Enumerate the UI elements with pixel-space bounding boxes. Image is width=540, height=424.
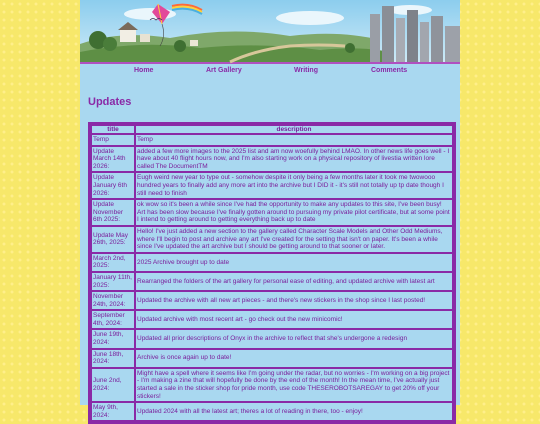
update-description-cell: Updated 2024 with all the latest art; theres a lot of reading in there, too - enjoy!: [136, 403, 452, 420]
column-header-description: description: [136, 126, 452, 133]
update-description-cell: ok wow so it's been a while since I've had the opportunity to make any updates to this site, I've been busy! Art has been slow because I've finally gotten around to pursuing my private pilot certificate, but at some point I intend to getting around to getting everything back up to date: [136, 200, 452, 225]
update-description-cell: Updated the archive with all new art pieces - and there's new stickers in the shop since I last posted!: [136, 292, 452, 309]
table-row: [92, 403, 452, 420]
update-title-cell: May 9th, 2024:: [92, 403, 134, 420]
nav-home-link[interactable]: Home: [134, 67, 154, 74]
update-title-cell: Temp: [92, 135, 134, 145]
updates-table-body: [92, 135, 452, 420]
table-row: [92, 350, 452, 367]
update-title-cell: June 2nd, 2024:: [92, 369, 134, 401]
updates-table-frame: [88, 122, 456, 424]
update-title-cell: Update May 26th, 2025:: [92, 227, 134, 252]
update-title-cell: Update March 14th 2026:: [92, 147, 134, 172]
table-header-row: [92, 126, 452, 133]
table-row: [92, 369, 452, 401]
site-banner: [80, 0, 460, 64]
table-row: [92, 227, 452, 252]
update-description-cell: Might have a spell where it seems like I'm going under the radar, but no worries - I'm working on a big project - I'm making a zine that will hopefully be done by the end of the month! In the mean time, I've actually just started a sale in the sticker shop for pride month, use code THESEROBOTSAREGAY to get 20% off your stickers!: [136, 369, 452, 401]
column-header-title: title: [92, 126, 134, 133]
table-row: [92, 330, 452, 347]
update-description-cell: Updated all prior descriptions of Onyx in the archive to reflect that she's undergone a redesign: [136, 330, 452, 347]
update-description-cell: Eugh weird new year to type out - somehow despite it only being a few months later it took me twowooo hundred years to finally add any more art into the archive but I DID it - it's still not totally up tp date though I still need to finish: [136, 173, 452, 198]
nav-comments-link[interactable]: Comments: [371, 67, 408, 74]
table-row: [92, 173, 452, 198]
update-title-cell: January 11th, 2025:: [92, 273, 134, 290]
update-title-cell: March 2nd, 2025:: [92, 254, 134, 271]
table-row: [92, 292, 452, 309]
update-description-cell: Temp: [136, 135, 452, 145]
update-description-cell: Hello! I've just added a new section to the gallery called Character Scale Models and Other Odd Mediums, where I'll begin to post and archive any art I've created for the setting that isn't on paper. It's been a while since I've updated the art archive but I should be getting around to that sooner or later.: [136, 227, 452, 252]
nav-art-gallery-link[interactable]: Art Gallery: [206, 67, 242, 74]
table-row: [92, 311, 452, 328]
update-description-cell: added a few more images to the 2025 list and am now woefully behind LMAO. In other news life goes well - I have about 40 flight hours now, and I'm also starting work on a physical repository of livestia written lore called The DocumentTM: [136, 147, 452, 172]
update-title-cell: June 19th, 2024:: [92, 330, 134, 347]
update-title-cell: September 4th, 2024:: [92, 311, 134, 328]
table-row: [92, 273, 452, 290]
table-row: [92, 200, 452, 225]
update-description-cell: Updated archive with most recent art - go check out the new minicomic!: [136, 311, 452, 328]
update-description-cell: 2025 Archive brought up to date: [136, 254, 452, 271]
update-title-cell: Update November 6th 2025:: [92, 200, 134, 225]
update-description-cell: Archive is once again up to date!: [136, 350, 452, 367]
update-title-cell: November 24th, 2024:: [92, 292, 134, 309]
update-title-cell: June 18th, 2024:: [92, 350, 134, 367]
updates-table: [90, 124, 454, 422]
update-title-cell: Update January 6th 2026:: [92, 173, 134, 198]
main-column: [80, 0, 460, 419]
banner-landscape-image: [80, 0, 460, 62]
table-row: [92, 135, 452, 145]
table-row: [92, 147, 452, 172]
main-navigation: [80, 64, 460, 78]
page-title: Updates: [88, 96, 132, 108]
update-description-cell: Rearranged the folders of the art gallery for personal ease of editing, and updated archive with latest art: [136, 273, 452, 290]
nav-writing-link[interactable]: Writing: [294, 67, 318, 74]
table-row: [92, 254, 452, 271]
